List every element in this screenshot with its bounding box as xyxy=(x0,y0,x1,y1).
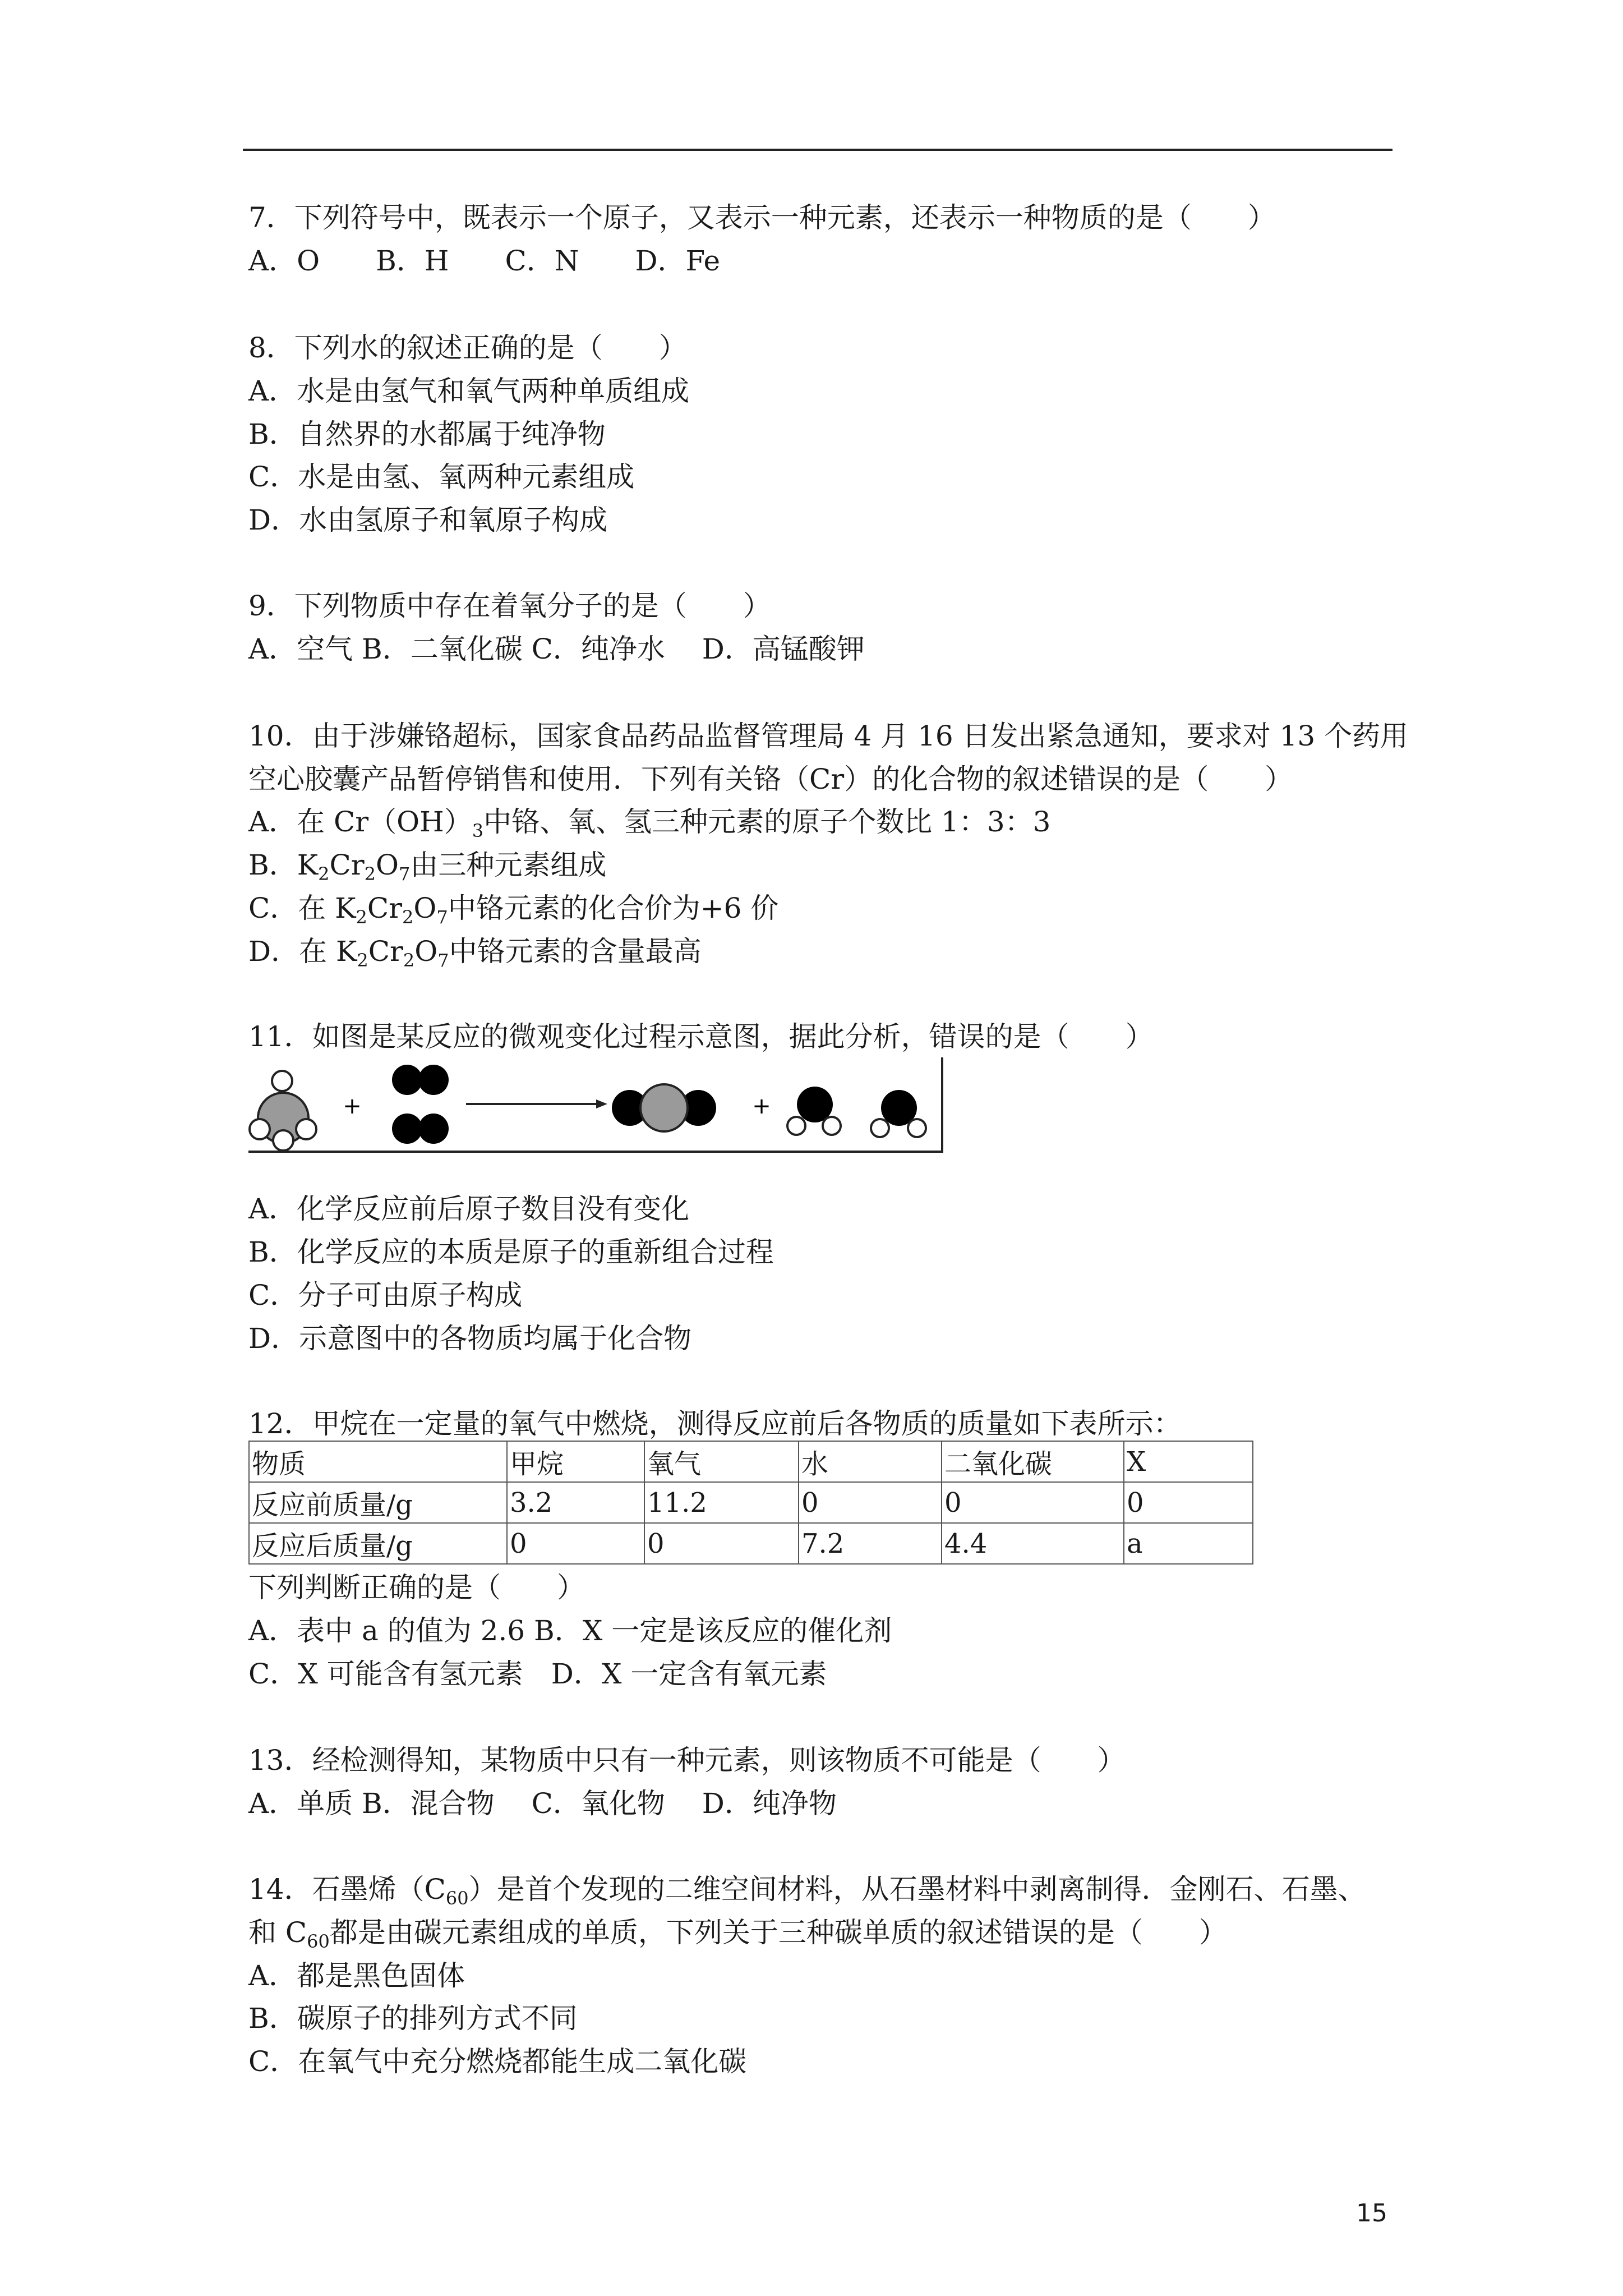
q11-option-d: D．示意图中的各物质均属于化合物 xyxy=(248,1322,692,1355)
q8-option-d: D．水由氢原子和氧原子构成 xyxy=(248,504,608,536)
q8-stem: 8．下列水的叙述正确的是（ ） xyxy=(248,332,687,364)
q13-options: A．单质 B．混合物 C．氧化物 D．纯净物 xyxy=(248,1787,837,1820)
table-cell: 0 xyxy=(644,1523,799,1564)
q13-stem: 13．经检测得知，某物质中只有一种元素，则该物质不可能是（ ） xyxy=(248,1744,1126,1777)
plus-sign-2: + xyxy=(752,1093,771,1119)
table-row xyxy=(249,1441,1253,1482)
table-cell: 0 xyxy=(1124,1482,1253,1523)
q10-option-a: A．在 $Cr(OH)_3$中铬、氧、氢三种元素的原子个数比 1：3：3 xyxy=(248,806,1051,841)
table-cell: 0 xyxy=(799,1482,942,1523)
q12-stem: 12．甲烷在一定量的氧气中燃烧，测得反应前后各物质的质量如下表所示： xyxy=(248,1407,1182,1440)
q9-options: A．空气 B．二氧化碳 C．纯净水 D．高锰酸钾 xyxy=(248,633,865,665)
table-cell: 7.2 xyxy=(799,1523,942,1564)
table-row xyxy=(249,1482,1253,1523)
q10-stem-line1: 10．由于涉嫌铬超标，国家食品药品监督管理局 4 月 16 日发出紧急通知，要求对 13 个药用 xyxy=(248,720,1409,752)
table-cell: 4.4 xyxy=(942,1523,1124,1564)
q11-option-b: B．化学反应的本质是原子的重新组合过程 xyxy=(248,1236,774,1268)
q8-option-b: B．自然界的水都属于纯净物 xyxy=(248,418,606,450)
table-cell: a xyxy=(1124,1523,1253,1564)
q8-option-c: C．水是由氢、氧两种元素组成 xyxy=(248,461,635,493)
carbon-dioxide-molecule xyxy=(612,1084,716,1131)
q12-question: 下列判断正确的是（ ） xyxy=(248,1571,585,1604)
q9-stem: 9．下列物质中存在着氧分子的是（ ） xyxy=(248,590,771,622)
q14-option-a: A．都是黑色固体 xyxy=(248,1959,465,1992)
table-cell: 水 xyxy=(799,1441,942,1482)
table-cell: 物质 xyxy=(249,1441,507,1482)
q12-options-line1: A．表中 a 的值为 2.6 B．X 一定是该反应的催化剂 xyxy=(248,1614,892,1647)
q14-option-c: C．在氧气中充分燃烧都能生成二氧化碳 xyxy=(248,2045,747,2078)
table-cell: 0 xyxy=(942,1482,1124,1523)
table-cell: 11.2 xyxy=(644,1482,799,1523)
plus-sign-1: + xyxy=(343,1093,362,1119)
table-cell: 氧气 xyxy=(644,1441,799,1482)
reaction-arrow xyxy=(466,1099,607,1108)
page-number: 15 xyxy=(1356,2199,1387,2228)
q11-option-a: A．化学反应前后原子数目没有变化 xyxy=(248,1193,690,1225)
table-cell: 0 xyxy=(507,1523,644,1564)
q12-options-line2: C．X 可能含有氢元素 D．X 一定含有氧元素 xyxy=(248,1658,827,1690)
table-cell: 二氧化碳 xyxy=(942,1441,1124,1482)
table-row xyxy=(249,1523,1253,1564)
q10-option-d: D．在 $K_2Cr_2O_7$中铬元素的含量最高 xyxy=(248,935,702,971)
q14-option-b: B．碳原子的排列方式不同 xyxy=(248,2002,578,2035)
table-cell: 反应前质量/g xyxy=(249,1482,507,1523)
q10-option-b: B．$K_2Cr_2O_7$由三种元素组成 xyxy=(248,849,607,885)
mass-table xyxy=(248,1441,1253,1565)
q10-option-c: C．在 $K_2Cr_2O_7$中铬元素的化合价为+6 价 xyxy=(248,892,779,928)
q14-stem-line2: 和 $C_{60}$都是由碳元素组成的单质，下列关于三种碳单质的叙述错误的是（ ） xyxy=(248,1916,1227,1952)
q7-options: A．O B．H C．N D．Fe xyxy=(248,245,721,277)
header-rule xyxy=(243,149,1393,151)
q11-option-c: C．分子可由原子构成 xyxy=(248,1279,523,1312)
q14-stem-line1: 14．石墨烯$(C_{60})$是首个发现的二维空间材料，从石墨材料中剥离制得．金刚石、石墨、 xyxy=(248,1873,1366,1909)
table-cell: 反应后质量/g xyxy=(249,1523,507,1564)
table-cell: 甲烷 xyxy=(507,1441,644,1482)
oxygen-molecules xyxy=(392,1065,449,1144)
table-cell: X xyxy=(1124,1441,1253,1482)
water-molecule-2 xyxy=(871,1090,926,1137)
q8-option-a: A．水是由氢气和氧气两种单质组成 xyxy=(248,375,690,407)
reaction-diagram xyxy=(248,1057,944,1153)
q11-stem: 11．如图是某反应的微观变化过程示意图，据此分析，错误的是（ ） xyxy=(248,1020,1154,1053)
table-cell: 3.2 xyxy=(507,1482,644,1523)
methane-molecule xyxy=(250,1071,316,1151)
q10-stem-line2: 空心胶囊产品暂停销售和使用．下列有关铬（Cr）的化合物的叙述错误的是（ ） xyxy=(248,763,1293,795)
water-molecule-1 xyxy=(787,1087,841,1135)
q7-stem: 7．下列符号中，既表示一个原子，又表示一种元素，还表示一种物质的是（ ） xyxy=(248,201,1276,234)
